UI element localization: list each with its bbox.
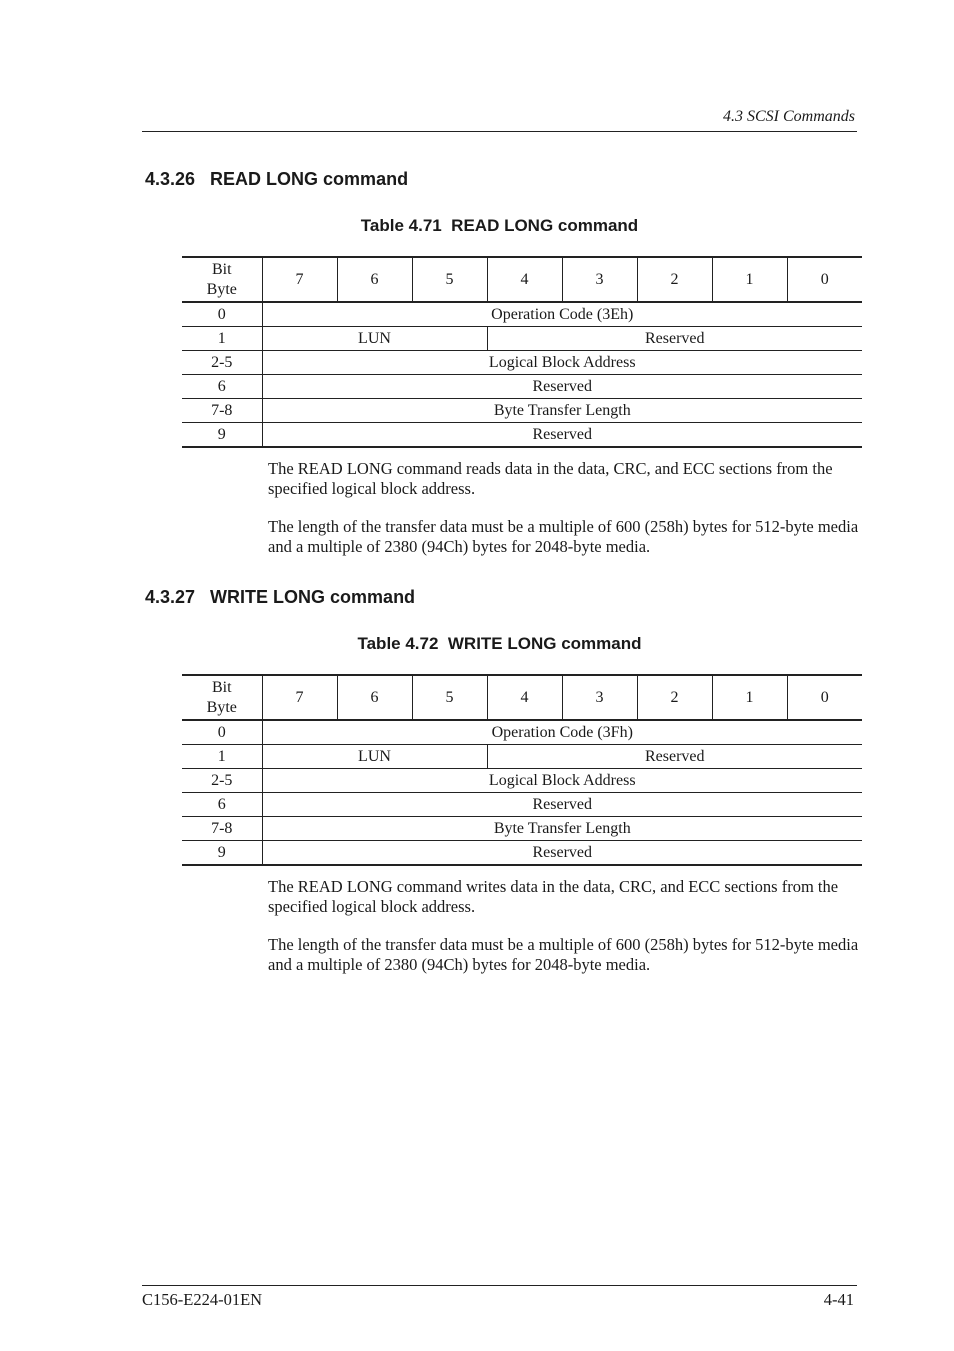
reserved-cell: Reserved [487, 327, 862, 351]
byte-number-cell: 0 [182, 302, 262, 327]
bit-4-header: 4 [487, 257, 562, 302]
write-long-command-table [182, 674, 862, 866]
bit-0-header: 0 [787, 257, 862, 302]
byte-number-cell: 1 [182, 327, 262, 351]
bit-label: Bit [211, 678, 232, 696]
table-row [182, 399, 862, 423]
table-row [182, 720, 862, 745]
read-long-command-table [182, 256, 862, 448]
field-cell: Logical Block Address [262, 769, 862, 793]
byte-label: Byte [206, 280, 237, 298]
table-header-row [182, 257, 862, 302]
bit-2-header: 2 [637, 675, 712, 720]
bit-1-header: 1 [712, 257, 787, 302]
bit-byte-corner-cell [182, 675, 262, 720]
byte-number-cell: 7-8 [182, 817, 262, 841]
table-row [182, 793, 862, 817]
table-row [182, 817, 862, 841]
write-long-length-note: The length of the transfer data must be a multiple of 600 (258h) bytes for 512-byte media and a multiple of 2380 (94Ch) bytes for 2048-byte media. [268, 935, 859, 974]
bit-3-header: 3 [562, 257, 637, 302]
write-long-description: The READ LONG command writes data in the data, CRC, and ECC sections from the specified logical block address. [268, 877, 839, 916]
header-rule [142, 131, 857, 132]
byte-number-cell: 2-5 [182, 351, 262, 375]
table-row [182, 423, 862, 448]
table-row [182, 302, 862, 327]
bit-1-header: 1 [712, 675, 787, 720]
bit-byte-corner-cell [182, 257, 262, 302]
table-row [182, 841, 862, 866]
byte-number-cell: 0 [182, 720, 262, 745]
bit-label: Bit [211, 260, 232, 278]
read-long-length-note: The length of the transfer data must be a multiple of 600 (258h) bytes for 512-byte media and a multiple of 2380 (94Ch) bytes for 2048-byte media. [268, 517, 859, 556]
section-heading-read-long: 4.3.26 READ LONG command [145, 169, 409, 189]
field-cell: Reserved [262, 793, 862, 817]
field-cell: Operation Code (3Eh) [262, 302, 862, 327]
byte-number-cell: 6 [182, 793, 262, 817]
table-row [182, 745, 862, 769]
read-long-description: The READ LONG command reads data in the data, CRC, and ECC sections from the specified logical block address. [268, 459, 833, 498]
table-row [182, 327, 862, 351]
bit-5-header: 5 [412, 675, 487, 720]
document-id: C156-E224-01EN [142, 1290, 263, 1309]
bit-5-header: 5 [412, 257, 487, 302]
byte-number-cell: 7-8 [182, 399, 262, 423]
byte-number-cell: 9 [182, 423, 262, 448]
section-heading-write-long: 4.3.27 WRITE LONG command [145, 587, 416, 607]
field-cell: Logical Block Address [262, 351, 862, 375]
bit-7-header: 7 [262, 675, 337, 720]
bit-7-header: 7 [262, 257, 337, 302]
field-cell: Byte Transfer Length [262, 399, 862, 423]
bit-6-header: 6 [337, 675, 412, 720]
footer-rule [142, 1285, 857, 1286]
byte-number-cell: 9 [182, 841, 262, 866]
byte-number-cell: 1 [182, 745, 262, 769]
field-cell: Byte Transfer Length [262, 817, 862, 841]
running-header: 4.3 SCSI Commands [722, 108, 855, 125]
lun-cell: LUN [262, 327, 487, 351]
field-cell: Operation Code (3Fh) [262, 720, 862, 745]
bit-6-header: 6 [337, 257, 412, 302]
table-caption-read-long: Table 4.71 READ LONG command [360, 216, 639, 235]
byte-number-cell: 2-5 [182, 769, 262, 793]
byte-number-cell: 6 [182, 375, 262, 399]
field-cell: Reserved [262, 423, 862, 448]
lun-cell: LUN [262, 745, 487, 769]
bit-0-header: 0 [787, 675, 862, 720]
page-number: 4-41 [823, 1290, 854, 1309]
table-header-row [182, 675, 862, 720]
bit-2-header: 2 [637, 257, 712, 302]
byte-label: Byte [206, 698, 237, 716]
table-caption-write-long: Table 4.72 WRITE LONG command [357, 634, 642, 653]
field-cell: Reserved [262, 841, 862, 866]
table-row [182, 375, 862, 399]
table-row [182, 769, 862, 793]
reserved-cell: Reserved [487, 745, 862, 769]
table-row [182, 351, 862, 375]
field-cell: Reserved [262, 375, 862, 399]
bit-4-header: 4 [487, 675, 562, 720]
bit-3-header: 3 [562, 675, 637, 720]
